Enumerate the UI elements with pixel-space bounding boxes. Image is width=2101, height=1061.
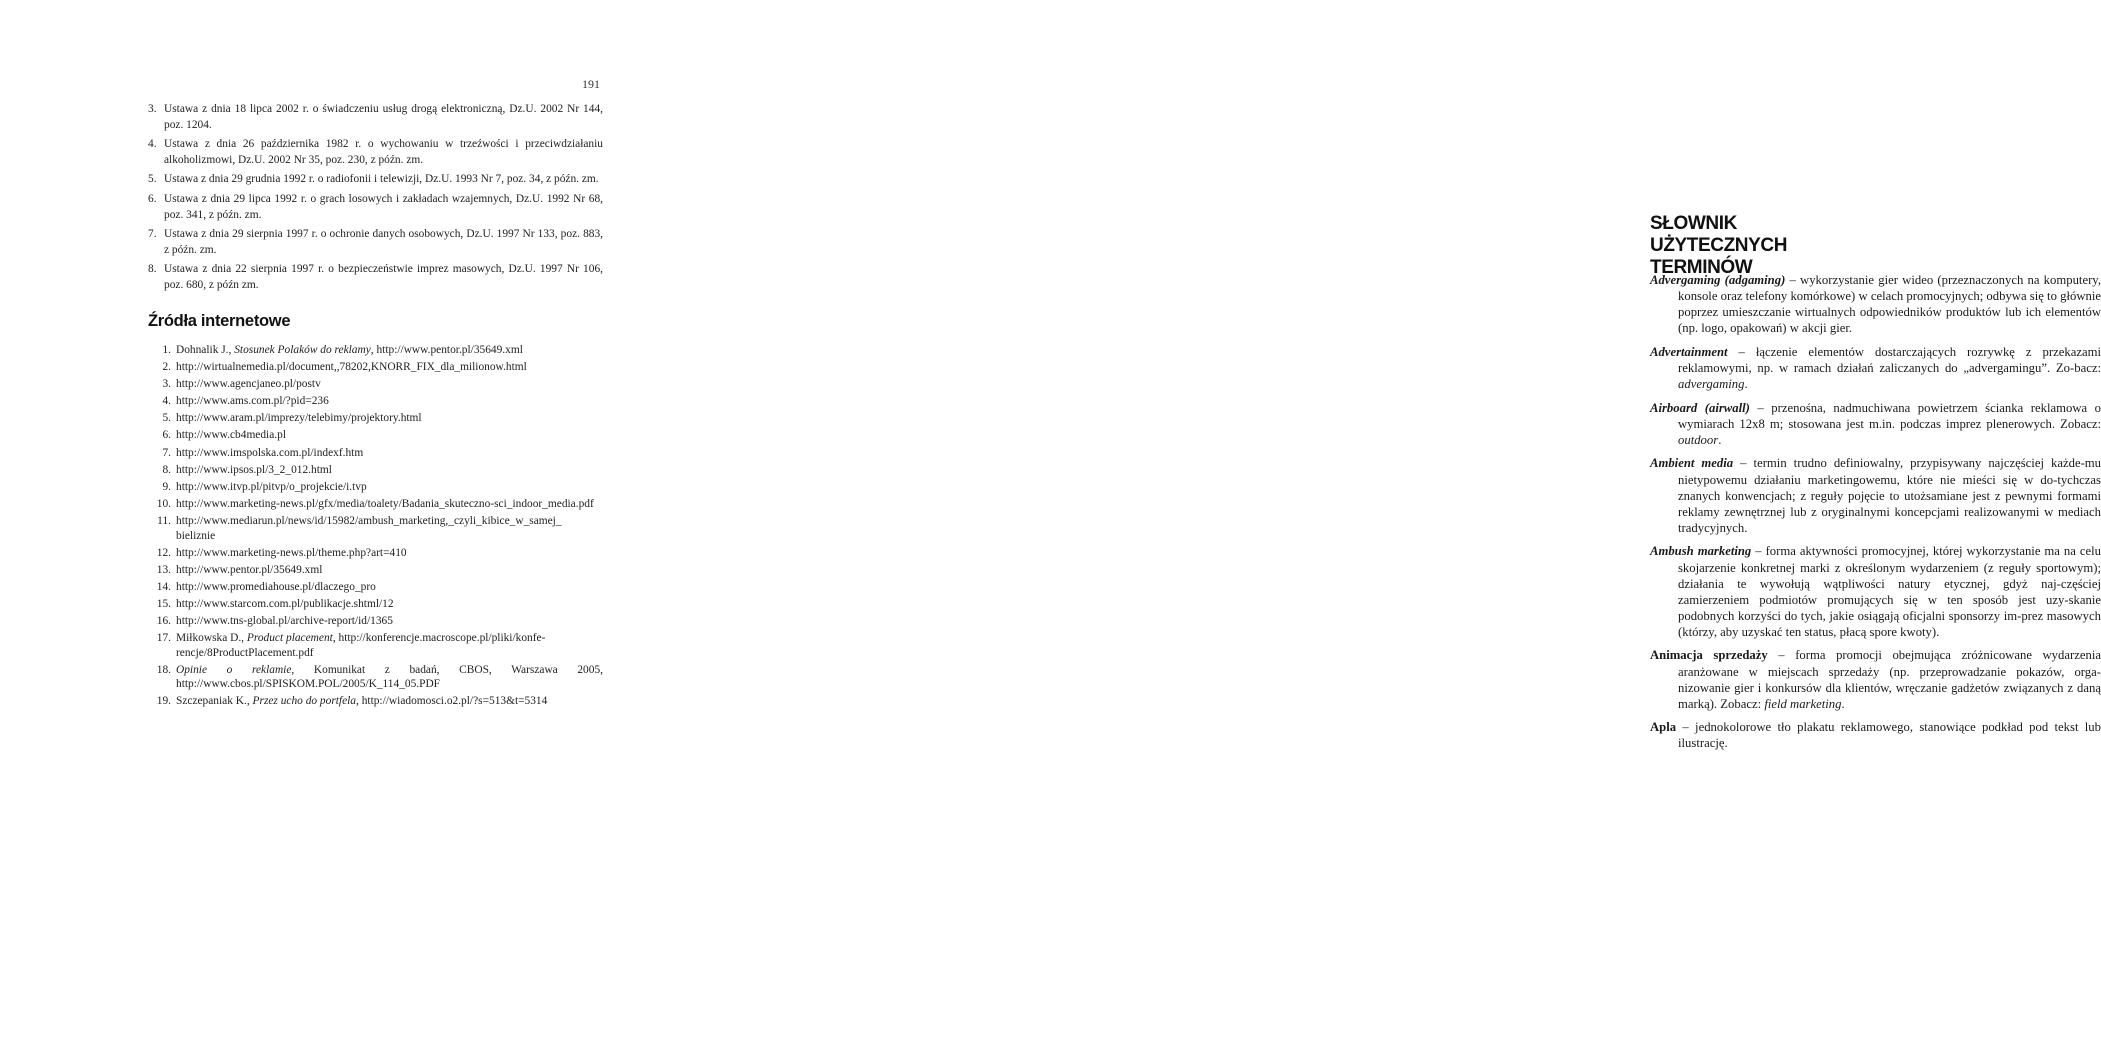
- item-number: 6.: [148, 192, 157, 205]
- list-item: [148, 580, 603, 595]
- item-number: 19.: [156, 695, 171, 708]
- list-item: [148, 514, 603, 543]
- text-span: http://www.marketing-news.pl/gfx/media/toalety/Badania_skuteczno-sci_indoor_media.pdf: [176, 497, 594, 510]
- item-number: 16.: [156, 615, 171, 627]
- entry-end: .: [1841, 696, 1845, 711]
- item-number: 5.: [162, 412, 171, 425]
- item-text: [176, 563, 603, 578]
- glossary-term: Apla: [1650, 720, 1677, 735]
- item-text: [176, 514, 603, 543]
- item-number: 4.: [162, 395, 171, 408]
- glossary-entry: [1650, 543, 2101, 640]
- see-also: outdoor: [1678, 432, 1719, 447]
- left-page: [0, 0, 750, 1061]
- item-number: 6.: [162, 429, 171, 442]
- title-italic: Opinie o reklamie: [176, 663, 292, 676]
- list-item: [148, 343, 603, 358]
- list-item: [148, 394, 603, 409]
- glossary-term: Airboard (airwall): [1650, 400, 1750, 415]
- legislation-list: [148, 102, 603, 298]
- item-text: [176, 446, 603, 461]
- list-item: [148, 446, 603, 461]
- text-span: Dohnalik J.,: [176, 344, 235, 356]
- item-number: 3.: [148, 103, 157, 115]
- title-italic: Product placement: [246, 632, 333, 645]
- text-span: http://www.promediahouse.pl/dlaczego_pro: [176, 580, 376, 593]
- list-item: [148, 360, 603, 375]
- item-text: [176, 497, 603, 512]
- item-text: [176, 631, 603, 660]
- item-number: 13.: [156, 563, 171, 576]
- item-text: [176, 614, 603, 629]
- glossary-entry: [1650, 272, 2101, 336]
- text-span: , Komunikat z badań, CBOS, Warszawa 2005, http://www.cbos.pl/SPISKOM.POL/2005/K_114_05.PDF: [176, 663, 603, 691]
- text-span: Szczepaniak K.,: [176, 695, 253, 708]
- item-text: [176, 394, 603, 409]
- text-span: http://www.agencjaneo.pl/postv: [176, 378, 321, 391]
- internet-sources-list: [148, 343, 603, 712]
- text-span: , http://konferencje.macroscope.pl/pliki/konfe-rencje/8ProductPlacement.pdf: [176, 632, 546, 659]
- item-number: 1.: [162, 344, 171, 356]
- item-number: 3.: [162, 378, 171, 391]
- entry-end: .: [1744, 377, 1748, 392]
- item-text: [176, 694, 603, 709]
- list-item: [148, 614, 603, 629]
- list-item: [148, 227, 603, 258]
- item-number: 18.: [156, 663, 171, 676]
- glossary-term: Animacja sprzedaży: [1650, 648, 1768, 663]
- text-span: http://www.imspolska.com.pl/indexf.htm: [176, 446, 364, 459]
- title-italic: Stosunek Polaków do reklamy: [234, 344, 371, 356]
- item-text: Ustawa z dnia 29 lipca 1992 r. o grach losowych i zakładach wzajemnych, Dz.U. 1992 Nr 68, poz. 341, z późn. zm.: [164, 192, 603, 221]
- list-item: [148, 563, 603, 578]
- item-number: 10.: [156, 497, 171, 510]
- list-item: [148, 428, 603, 443]
- list-item: [148, 463, 603, 478]
- item-text: Ustawa z dnia 26 października 1982 r. o wychowaniu w trzeźwości i przeciwdziałaniu alkoholizmowi, Dz.U. 2002 Nr 35, poz. 230, z późn. zm.: [164, 138, 603, 166]
- list-item: [148, 262, 603, 293]
- item-number: 4.: [148, 138, 157, 151]
- list-item: [148, 137, 603, 168]
- item-number: 17.: [156, 632, 171, 645]
- item-number: 8.: [148, 263, 157, 276]
- item-text: [176, 546, 603, 561]
- see-also: field marketing: [1764, 696, 1842, 711]
- item-text: Ustawa z dnia 29 sierpnia 1997 r. o ochronie danych osobowych, Dz.U. 1997 Nr 133, poz. 883, z późn. zm.: [164, 228, 603, 256]
- item-text: Ustawa z dnia 22 sierpnia 1997 r. o bezpieczeństwie imprez masowych, Dz.U. 1997 Nr 106, poz. 680, z późn zm.: [164, 263, 603, 291]
- glossary-term: Advergaming (adgaming): [1650, 273, 1786, 287]
- glossary-entry: [1650, 344, 2101, 392]
- item-text: [176, 360, 603, 375]
- glossary-list: [1650, 272, 2101, 759]
- item-number: 8.: [162, 463, 171, 476]
- text-span: http://www.mediarun.pl/news/id/15982/ambush_marketing,_czyli_kibice_w_samej_ bieliznie: [176, 514, 562, 542]
- item-text: [176, 377, 603, 392]
- list-item: [148, 497, 603, 512]
- glossary-definition: – przenośna, nadmuchiwana powietrzem ścianka reklamowa o wymiarach 12x8 m; stosowana jest m.in. podczas imprez plenerowych. Zobacz:: [1678, 400, 2101, 431]
- item-text: [176, 480, 603, 495]
- glossary-definition: – forma aktywności promocyjnej, której wykorzystanie ma na celu skojarzenie konkretnej marki z określonym wydarzeniem (z reguły sportowym); działania te wywołują wątpliwości natury etycznej, gdyż naj-częściej zamierzeniem podmiotów promujących się w ten sposób jest uzy-skanie podobnych korzyści do tych, jakie osiągają oficjalni sponsorzy im-prez masowych (którzy, aby uzyskać ten status, płacą spore kwoty).: [1678, 544, 2101, 639]
- sources-heading: Źródła internetowe: [148, 312, 291, 330]
- text-span: http://www.ams.com.pl/?pid=236: [176, 395, 329, 408]
- item-text: [176, 597, 603, 612]
- text-span: Miłkowska D.,: [176, 632, 247, 645]
- text-span: http://wirtualnemedia.pl/document,,78202,KNORR_FIX_dla_milionow.html: [176, 361, 527, 374]
- item-number: 9.: [162, 480, 171, 493]
- item-text: [176, 463, 603, 478]
- text-span: http://www.pentor.pl/35649.xml: [176, 563, 323, 576]
- glossary-definition: – forma promocji obejmująca zróżnicowane wydarzenia aranżowane w miejscach sprzedaży (np. przeprowadzanie pokazów, orga-nizowanie gier i konkursów dla klientów, wręczanie gadżetów związanych z daną marką). Zobacz:: [1678, 648, 2101, 711]
- entry-end: .: [1718, 432, 1722, 447]
- page-number: 191: [582, 77, 600, 91]
- text-span: , http://wiadomosci.o2.pl/?s=513&t=5314: [356, 695, 548, 708]
- item-text: [176, 663, 603, 692]
- list-item: [148, 377, 603, 392]
- list-item: [148, 631, 603, 660]
- list-item: [148, 192, 603, 223]
- item-number: 7.: [148, 228, 157, 241]
- glossary-entry: [1650, 719, 2101, 751]
- item-text: [176, 343, 603, 358]
- text-span: http://www.tns-global.pl/archive-report/id/1365: [176, 615, 393, 627]
- item-number: 15.: [156, 597, 171, 610]
- list-item: [148, 597, 603, 612]
- text-span: http://www.aram.pl/imprezy/telebimy/projektory.html: [176, 412, 422, 425]
- glossary-definition: – jednokolorowe tło plakatu reklamowego, stanowiące podkład pod tekst lub ilustrację.: [1676, 720, 2101, 751]
- list-item: [148, 480, 603, 495]
- item-number: 14.: [156, 580, 171, 593]
- title-italic: Przez ucho do portfela: [252, 695, 357, 708]
- glossary-title: SŁOWNIK UŻYTECZNYCH TERMINÓW: [1650, 213, 1788, 278]
- right-page: [750, 0, 2101, 1061]
- list-item: [148, 411, 603, 426]
- list-item: [148, 102, 603, 133]
- text-span: , http://www.pentor.pl/35649.xml: [370, 344, 523, 356]
- text-span: http://www.itvp.pl/pitvp/o_projekcie/i.tvp: [176, 480, 367, 493]
- see-also: advergaming: [1678, 377, 1745, 392]
- item-text: Ustawa z dnia 18 lipca 2002 r. o świadczeniu usług drogą elektroniczną, Dz.U. 2002 Nr 144, poz. 1204.: [164, 103, 603, 131]
- text-span: http://www.starcom.com.pl/publikacje.shtml/12: [176, 597, 394, 610]
- glossary-entry: [1650, 455, 2101, 535]
- glossary-term: Advertainment: [1650, 344, 1728, 359]
- glossary-term: Ambient media: [1650, 456, 1734, 471]
- list-item: [148, 546, 603, 561]
- item-number: 12.: [156, 546, 171, 559]
- glossary-term: Ambush marketing: [1650, 544, 1752, 559]
- item-number: 7.: [162, 446, 171, 459]
- glossary-entry: [1650, 647, 2101, 711]
- item-number: 5.: [148, 173, 157, 186]
- item-text: [176, 411, 603, 426]
- text-span: http://www.ipsos.pl/3_2_012.html: [176, 463, 332, 476]
- item-text: [176, 580, 603, 595]
- text-span: http://www.cb4media.pl: [176, 429, 286, 442]
- glossary-definition: – termin trudno definiowalny, przypisywany najczęściej każde-mu nietypowemu działaniu marketingowemu, które nie mieści się w do-tychczas znanych konwencjach; z reguły pojęcie to utożsamiane jest z pewnymi formami reklamy zewnętrznej lub z oryginalnymi koncepcjami realizowanymi w mediach tradycyjnych.: [1678, 456, 2101, 535]
- item-number: 2.: [162, 361, 171, 374]
- text-span: http://www.marketing-news.pl/theme.php?art=410: [176, 546, 407, 559]
- item-text: [176, 428, 603, 443]
- list-item: [148, 172, 603, 188]
- item-number: 11.: [157, 514, 171, 527]
- glossary-definition: – wykorzystanie gier wideo (przeznaczonych na komputery, konsole oraz telefony komórkowe) w celach promocyjnych; odbywa się to głównie poprzez umieszczanie wirtualnych odpowiedników produktów lub ich elementów (np. logo, opakowań) w akcji gier.: [1678, 273, 2101, 336]
- item-text: Ustawa z dnia 29 grudnia 1992 r. o radiofonii i telewizji, Dz.U. 1993 Nr 7, poz. 34, z późn. zm.: [164, 173, 599, 186]
- list-item: [148, 694, 603, 709]
- list-item: [148, 663, 603, 692]
- glossary-entry: [1650, 400, 2101, 448]
- glossary-definition: – łączenie elementów dostarczających rozrywkę z przekazami reklamowymi, np. w ramach działań zaliczanych do „advergamingu”. Zo-bacz:: [1678, 344, 2101, 375]
